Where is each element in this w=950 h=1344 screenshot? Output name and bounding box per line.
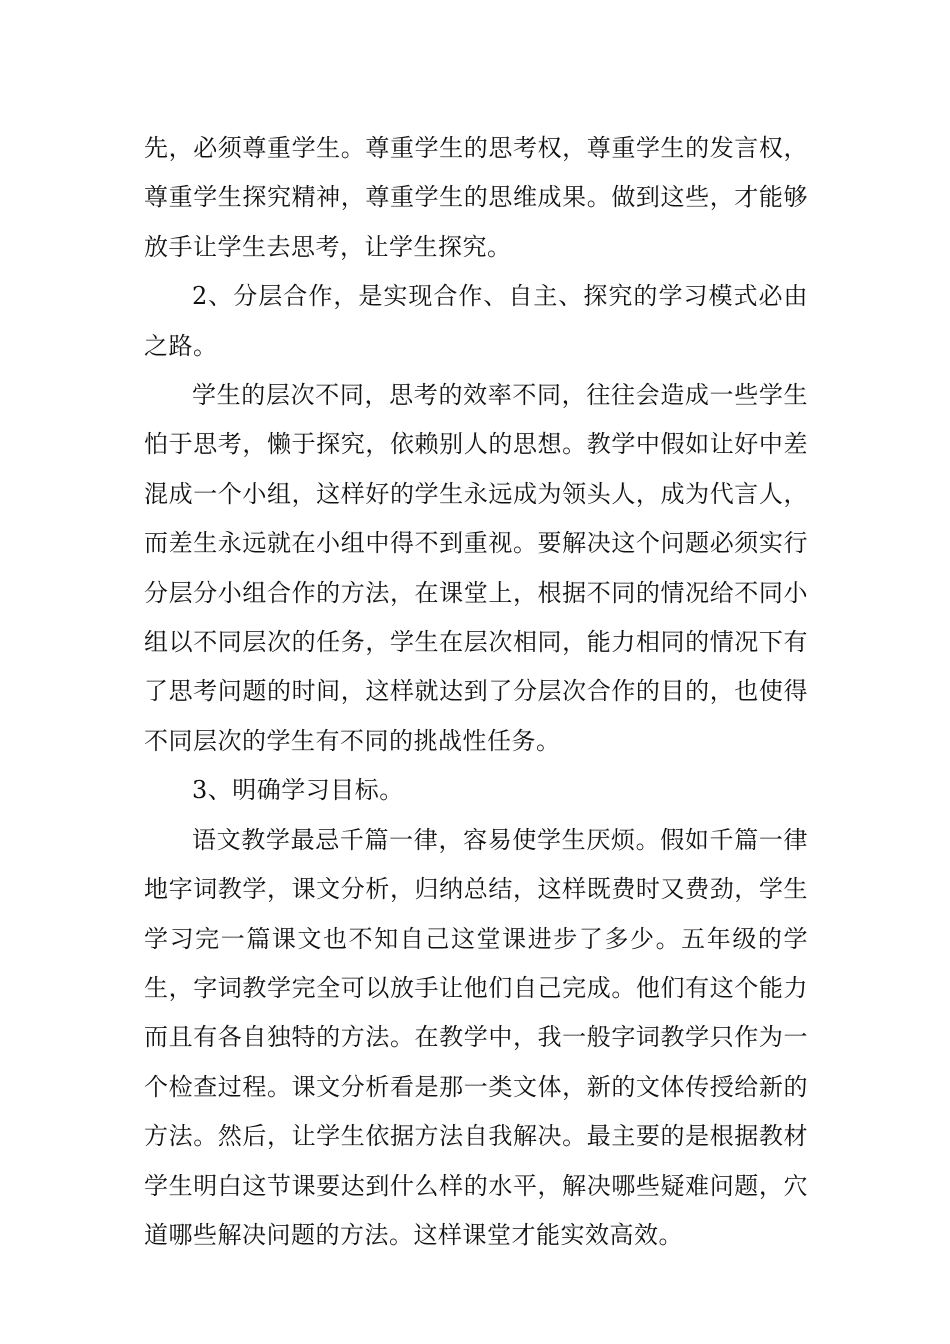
document-page [144, 124, 808, 1260]
paragraph-respect-students: 先，必须尊重学生。尊重学生的思考权，尊重学生的发言权，尊重学生探究精神，尊重学生的思维成果。做到这些，才能够放手让学生去思考，让学生探究。 [144, 134, 808, 261]
paragraph-learning-goals: 语文教学最忌千篇一律，容易使学生厌烦。假如千篇一律地字词教学，课文分析，归纳总结，这样既费时又费劲，学生学习完一篇课文也不知自己这堂课进步了多少。五年级的学生，字词教学完全可以放手让他们自己完成。他们有这个能力而且有各自独特的方法。在教学中，我一般字词教学只作为一个检查过程。课文分析看是那一类文体，新的文体传授给新的方法。然后，让学生依据方法自我解决。最主要的是根据教材学生明白这节课要达到什么样的水平，解决哪些疑难问题，穴道哪些解决问题的方法。这样课堂才能实效高效。 [144, 825, 808, 1249]
heading-learning-goals: 3、明确学习目标。 [192, 776, 404, 805]
paragraph-layered-cooperation: 学生的层次不同，思考的效率不同，往往会造成一些学生怕于思考，懒于探究，依赖别人的思想。教学中假如让好中差混成一个小组，这样好的学生永远成为领头人，成为代言人，而差生永远就在小组中得不到重视。要解决这个问题必须实行分层分小组合作的方法，在课堂上，根据不同的情况给不同小组以不同层次的任务，学生在层次相同，能力相同的情况下有了思考问题的时间，这样就达到了分层次合作的目的，也使得不同层次的学生有不同的挑战性任务。 [144, 381, 808, 755]
heading-layered-cooperation: 2、分层合作，是实现合作、自主、探究的学习模式必由之路。 [144, 282, 808, 360]
